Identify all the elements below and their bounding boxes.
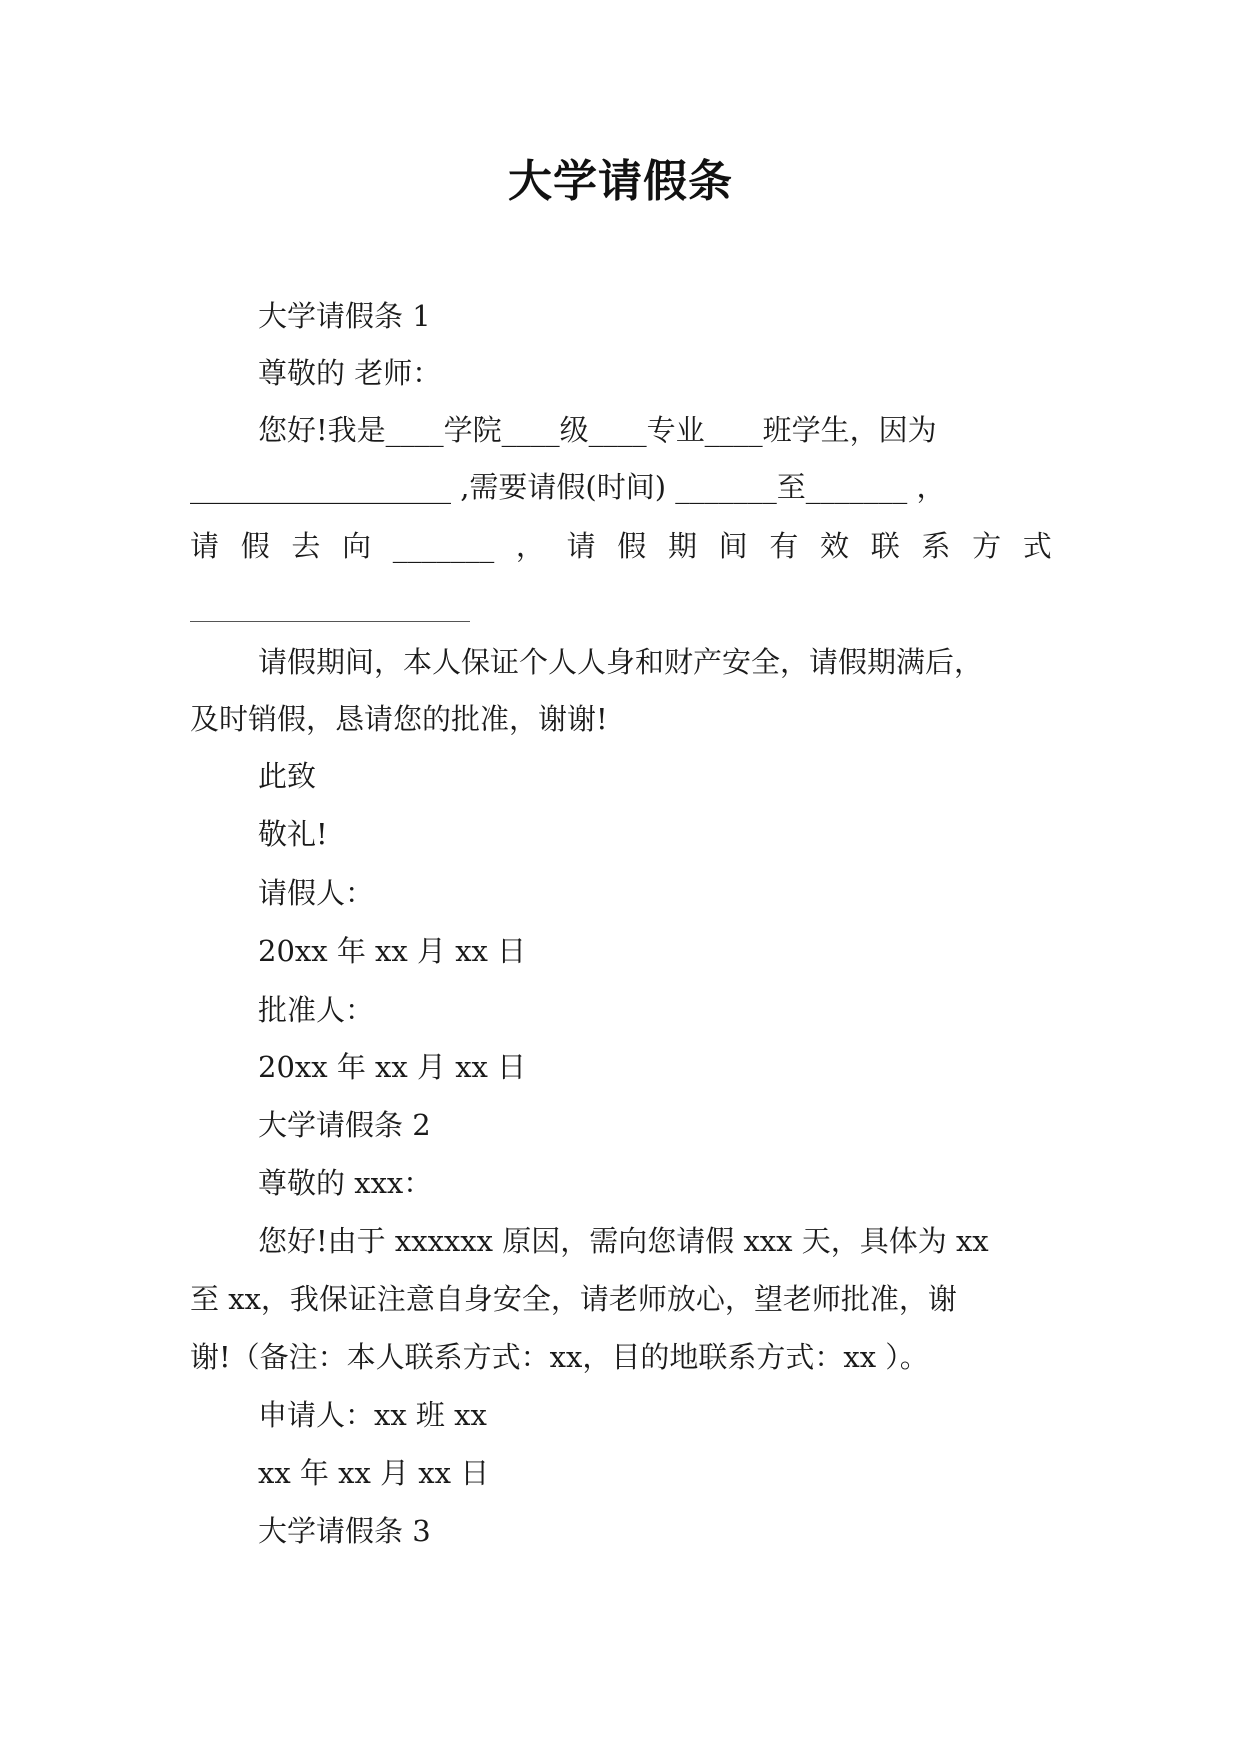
section-heading-2: 大学请假条 2: [258, 1108, 431, 1142]
body-line: __________________ ,需要请假(时间) _______至_______ ，: [190, 470, 946, 504]
char: 式: [1022, 529, 1052, 563]
applicant-line: 申请人：xx 班 xx: [258, 1398, 487, 1432]
char: 有: [769, 529, 799, 563]
body-line: 至 xx，我保证注意自身安全，请老师放心，望老师批准，谢: [190, 1282, 957, 1316]
approver-label: 批准人：: [258, 993, 375, 1027]
contact-blank-underline: [190, 621, 470, 622]
date-line: xx 年 xx 月 xx 日: [258, 1456, 490, 1490]
closing-line: 此致: [258, 759, 317, 793]
salutation-line: 尊敬的 xxx：: [258, 1166, 433, 1200]
body-line: 谢!（备注：本人联系方式：xx，目的地联系方式：xx ）。: [190, 1340, 929, 1374]
date-line: 20xx 年 xx 月 xx 日: [258, 934, 527, 968]
char: 联: [870, 529, 900, 563]
char: 期: [667, 529, 697, 563]
char: 假: [617, 529, 647, 563]
section-heading-1: 大学请假条 1: [258, 299, 431, 333]
char: 效: [820, 529, 850, 563]
char: 请: [566, 529, 596, 563]
body-line: 请假期间，本人保证个人人身和财产安全，请假期满后，: [258, 645, 984, 679]
closing-line: 敬礼!: [258, 817, 328, 851]
char: 假: [240, 529, 270, 563]
document-title: 大学请假条: [508, 156, 733, 207]
char: 去: [291, 529, 321, 563]
body-line: 您好!我是____学院____级____专业____班学生，因为: [258, 413, 937, 447]
signature-label: 请假人：: [258, 876, 375, 910]
body-line: 及时销假，恳请您的批准，谢谢!: [190, 702, 608, 736]
body-line-justified: [190, 526, 1052, 566]
date-line: 20xx 年 xx 月 xx 日: [258, 1050, 527, 1084]
blank: _______: [392, 529, 495, 563]
body-line: 您好!由于 xxxxxx 原因，需向您请假 xxx 天，具体为 xx: [258, 1224, 989, 1258]
salutation-line: 尊敬的 老师：: [258, 356, 442, 390]
section-heading-3: 大学请假条 3: [258, 1514, 431, 1548]
char: 请: [190, 529, 220, 563]
char: 系: [921, 529, 951, 563]
char: ，: [515, 529, 545, 563]
char: 方: [972, 529, 1002, 563]
char: 向: [342, 529, 372, 563]
char: 间: [718, 529, 748, 563]
